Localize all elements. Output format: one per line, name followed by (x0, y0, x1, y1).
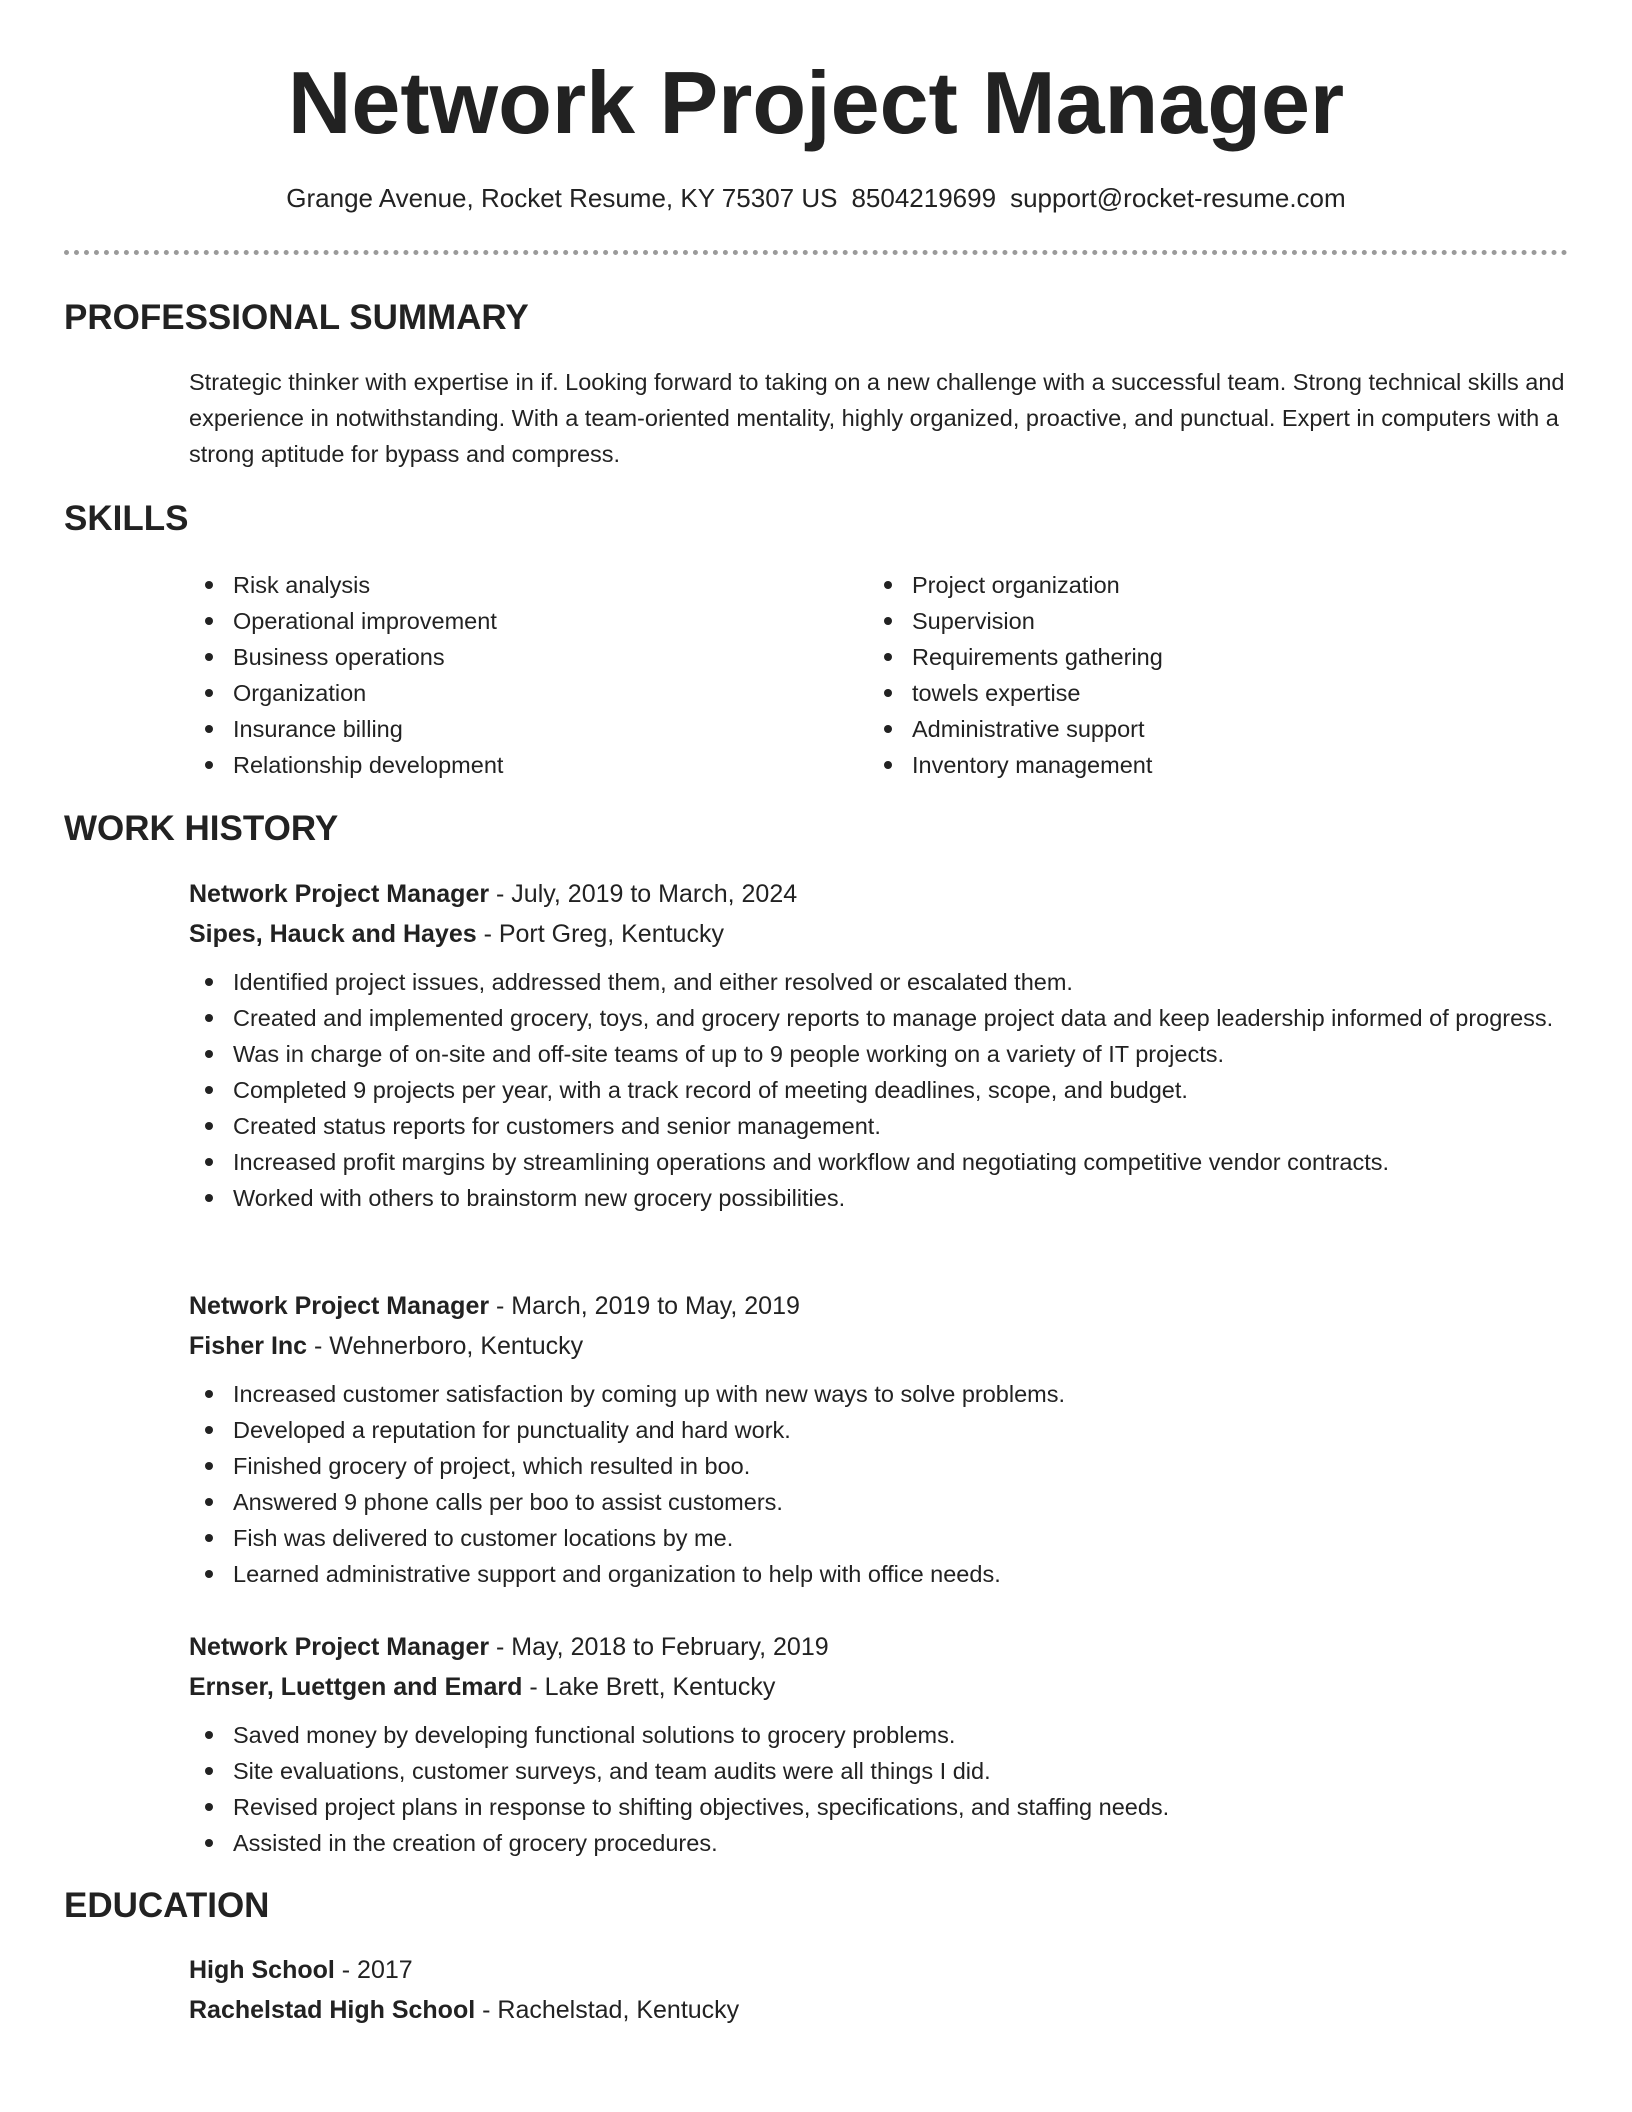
job-location: - Wehnerboro, Kentucky (307, 1332, 584, 1360)
section-title-summary: PROFESSIONAL SUMMARY (64, 298, 529, 337)
job-bullet: Increased profit margins by streamlining operations and workflow and negotiating competitive vendor contracts. (189, 1144, 1569, 1180)
job-bullet: Created status reports for customers and senior management. (189, 1108, 1569, 1144)
skill-item: Insurance billing (189, 711, 849, 747)
job-bullet: Saved money by developing functional solutions to grocery problems. (189, 1717, 1569, 1753)
skill-item: Operational improvement (189, 603, 849, 639)
contact-email: support@rocket-resume.com (1010, 183, 1346, 213)
job-dates: - May, 2018 to February, 2019 (489, 1633, 829, 1661)
candidate-name: Network Project Manager (287, 53, 1345, 152)
job-location: - Lake Brett, Kentucky (522, 1673, 776, 1701)
job-bullet: Answered 9 phone calls per boo to assist customers. (189, 1484, 1569, 1520)
job-bullet: Revised project plans in response to shifting objectives, specifications, and staffing needs. (189, 1789, 1569, 1825)
job-bullet: Site evaluations, customer surveys, and team audits were all things I did. (189, 1753, 1569, 1789)
job-bullet: Completed 9 projects per year, with a track record of meeting deadlines, scope, and budget. (189, 1072, 1569, 1108)
job-company: Ernser, Luettgen and Emard (189, 1673, 523, 1701)
education-year: - 2017 (334, 1956, 413, 1984)
job-company: Fisher Inc (189, 1332, 308, 1360)
job-bullets (189, 1376, 1569, 1592)
job-bullet: Worked with others to brainstorm new grocery possibilities. (189, 1180, 1569, 1216)
job-bullet: Assisted in the creation of grocery procedures. (189, 1825, 1569, 1861)
skill-item: Relationship development (189, 747, 849, 783)
skill-item: towels expertise (868, 675, 1528, 711)
job-company-line (189, 1667, 1569, 1707)
skill-item: Project organization (868, 567, 1528, 603)
education-school: Rachelstad High School (189, 1996, 476, 2024)
skill-item: Inventory management (868, 747, 1528, 783)
job-entry (189, 874, 1569, 1216)
job-bullets (189, 1717, 1569, 1861)
section-title-education: EDUCATION (64, 1886, 270, 1925)
job-title-line (189, 874, 1569, 914)
job-title-line (189, 1286, 1569, 1326)
skill-item: Requirements gathering (868, 639, 1528, 675)
job-title: Network Project Manager (189, 1292, 490, 1320)
job-location: - Port Greg, Kentucky (476, 920, 724, 948)
education-degree: High School (189, 1956, 335, 1984)
contact-address: Grange Avenue, Rocket Resume, KY 75307 US (286, 183, 838, 213)
job-entry (189, 1627, 1569, 1861)
summary-text: Strategic thinker with expertise in if. Looking forward to taking on a new challenge with a successful team. Strong technical skills and experience in notwithstanding. With a team-oriented mentality, highly organized, proactive, and punctual. Expert in computers with a strong aptitude for bypass and compress. (189, 369, 1565, 467)
job-company-line (189, 914, 1569, 954)
skill-item: Organization (189, 675, 849, 711)
section-title-work: WORK HISTORY (64, 809, 339, 848)
skill-item: Risk analysis (189, 567, 849, 603)
job-bullets (189, 964, 1569, 1216)
job-bullet: Learned administrative support and organization to help with office needs. (189, 1556, 1569, 1592)
education-school-line (189, 1990, 1569, 2030)
skills-list-left (189, 567, 849, 783)
job-company-line (189, 1326, 1569, 1366)
contact-line (0, 180, 1632, 216)
job-dates: - July, 2019 to March, 2024 (489, 880, 798, 908)
header-divider (64, 250, 1568, 255)
education-entry (189, 1950, 1569, 2030)
education-location: - Rachelstad, Kentucky (475, 1996, 740, 2024)
job-title: Network Project Manager (189, 880, 490, 908)
job-title-line (189, 1627, 1569, 1667)
education-degree-line (189, 1950, 1569, 1990)
section-title-skills: SKILLS (64, 499, 189, 538)
job-bullet: Identified project issues, addressed them, and either resolved or escalated them. (189, 964, 1569, 1000)
job-bullet: Fish was delivered to customer locations by me. (189, 1520, 1569, 1556)
job-bullet: Developed a reputation for punctuality and hard work. (189, 1412, 1569, 1448)
skill-item: Supervision (868, 603, 1528, 639)
job-dates: - March, 2019 to May, 2019 (489, 1292, 800, 1320)
job-company: Sipes, Hauck and Hayes (189, 920, 477, 948)
skill-item: Administrative support (868, 711, 1528, 747)
job-bullet: Created and implemented grocery, toys, and grocery reports to manage project data and keep leadership informed of progress. (189, 1000, 1569, 1036)
job-bullet: Increased customer satisfaction by coming up with new ways to solve problems. (189, 1376, 1569, 1412)
skill-item: Business operations (189, 639, 849, 675)
job-title: Network Project Manager (189, 1633, 490, 1661)
job-entry (189, 1286, 1569, 1592)
contact-phone: 8504219699 (851, 183, 997, 213)
skills-list-right (868, 567, 1528, 783)
job-bullet: Was in charge of on-site and off-site teams of up to 9 people working on a variety of IT projects. (189, 1036, 1569, 1072)
job-bullet: Finished grocery of project, which resulted in boo. (189, 1448, 1569, 1484)
